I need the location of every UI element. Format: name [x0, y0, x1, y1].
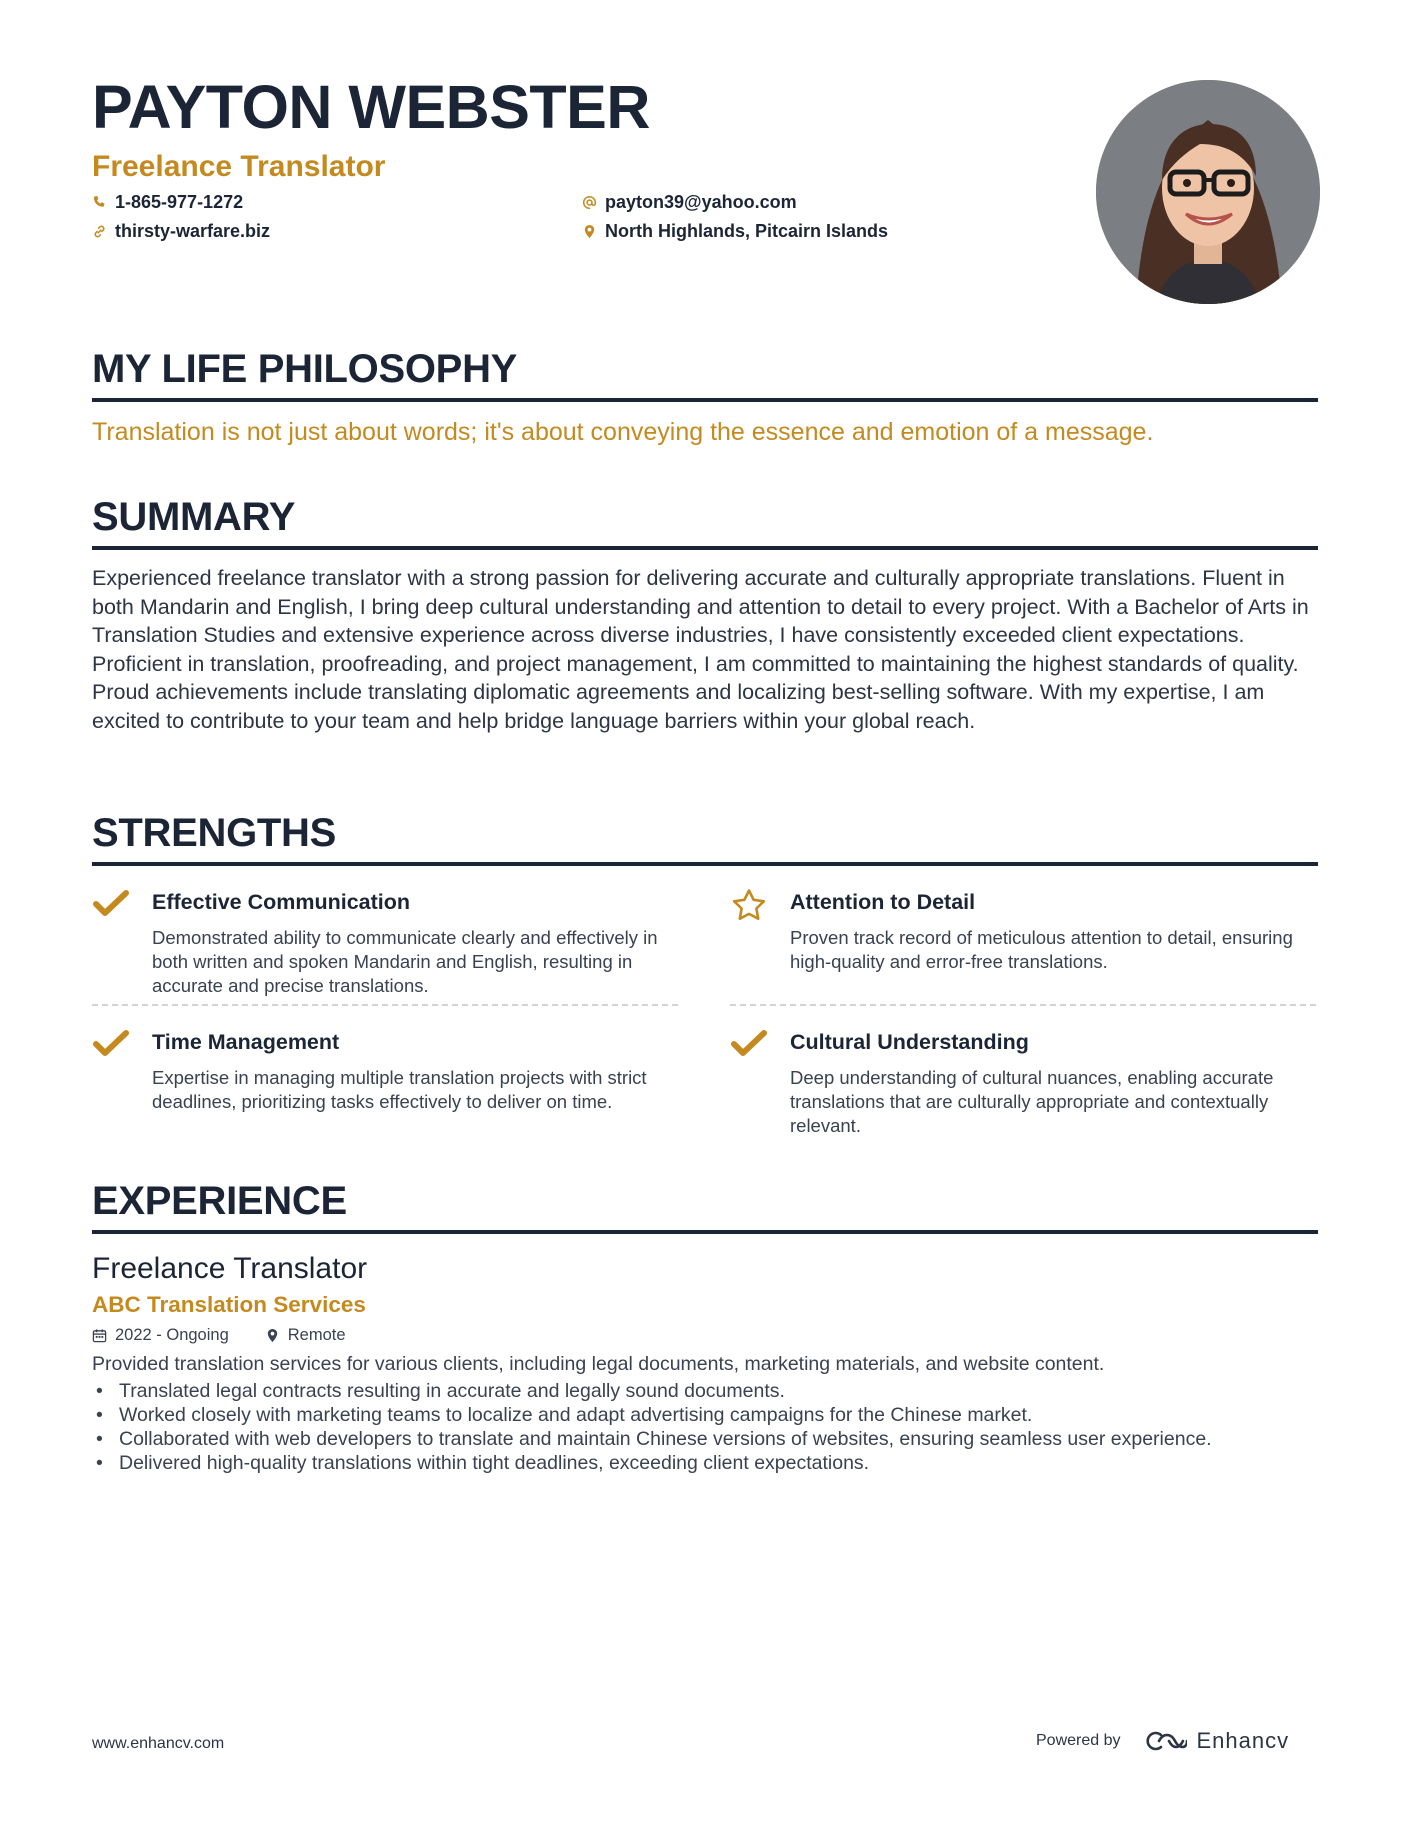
- brand-name: Enhancv: [1196, 1728, 1290, 1753]
- philosophy-heading: MY LIFE PHILOSOPHY: [92, 346, 1318, 402]
- company-name: ABC Translation Services: [92, 1292, 366, 1317]
- footer-branding: [1036, 1728, 1289, 1754]
- resume-page: [92, 0, 1318, 1826]
- job-description: Provided translation services for various clients, including legal documents, marketing materials, and website content.: [92, 1353, 1105, 1375]
- phone-icon: [92, 195, 107, 210]
- phone-text: 1-865-977-1272: [115, 192, 244, 212]
- strength-divider: [92, 1004, 678, 1006]
- candidate-title: Freelance Translator: [92, 150, 386, 183]
- list-item: • Collaborated with web developers to translate and maintain Chinese versions of websites, ensuring seamless user experience.: [92, 1427, 1318, 1451]
- candidate-name: PAYTON WEBSTER: [92, 73, 650, 141]
- contact-phone[interactable]: [92, 192, 243, 213]
- avatar: [1096, 80, 1320, 304]
- strength-divider: [730, 1004, 1316, 1006]
- star-icon: [730, 888, 768, 920]
- map-pin-icon: [582, 224, 597, 239]
- profile-photo: [1096, 80, 1320, 304]
- contact-website[interactable]: [92, 221, 270, 242]
- summary-section: [92, 494, 1318, 736]
- job-bullets: [92, 1379, 1318, 1475]
- strength-desc: Proven track record of meticulous attention to detail, ensuring high-quality and error-free translations.: [790, 927, 1293, 972]
- calendar-icon: [92, 1328, 107, 1343]
- strengths-grid: [92, 884, 1318, 1184]
- brand-logo[interactable]: [1143, 1728, 1290, 1754]
- strength-desc: Expertise in managing multiple translation projects with strict deadlines, prioritizing tasks effectively to deliver on time.: [152, 1067, 647, 1112]
- strengths-heading: STRENGTHS: [92, 810, 1318, 866]
- strength-desc: Demonstrated ability to communicate clearly and effectively in both written and spoken Mandarin and English, resulting in accurate and precise translations.: [152, 927, 658, 996]
- map-pin-icon: [265, 1328, 280, 1343]
- job-meta: [92, 1326, 1318, 1345]
- list-item: • Translated legal contracts resulting in accurate and legally sound documents.: [92, 1379, 1318, 1403]
- philosophy-section: [92, 346, 1318, 449]
- footer-site-link[interactable]: www.enhancv.com: [92, 1735, 225, 1752]
- job-title: Freelance Translator: [92, 1252, 368, 1285]
- strength-desc: Deep understanding of cultural nuances, enabling accurate translations that are culturally appropriate and contextually relevant.: [790, 1067, 1274, 1136]
- philosophy-text: Translation is not just about words; it's about conveying the essence and emotion of a message.: [92, 418, 1154, 446]
- experience-heading: EXPERIENCE: [92, 1178, 1318, 1234]
- strength-title: Time Management: [152, 1030, 340, 1054]
- email-text: payton39@yahoo.com: [605, 192, 797, 212]
- enhancv-logo-icon: [1143, 1729, 1187, 1753]
- list-item: • Worked closely with marketing teams to localize and adapt advertising campaigns for the Chinese market.: [92, 1403, 1318, 1427]
- summary-text: Experienced freelance translator with a strong passion for delivering accurate and culturally appropriate translations. Fluent in both Mandarin and English, I bring deep cultural understanding and attention to detail to every project. With a Bachelor of Arts in Translation Studies and extensive experience across diverse industries, I have consistently exceeded client expectations. Proficient in translation, proofreading, and project management, I am committed to maintaining the highest standards of quality. Proud achievements include translating diplomatic agreements and localizing best-selling software. With my expertise, I am excited to contribute to your team and help bridge language barriers within your global reach.: [92, 566, 1309, 733]
- job-dates: 2022 - Ongoing: [115, 1326, 229, 1344]
- list-item: • Delivered high-quality translations within tight deadlines, exceeding client expectations.: [92, 1451, 1318, 1475]
- job-location: Remote: [287, 1326, 346, 1344]
- location-text: North Highlands, Pitcairn Islands: [605, 221, 889, 241]
- contact-location: [582, 221, 888, 242]
- powered-by-text: Powered by: [1036, 1732, 1121, 1749]
- check-icon: [92, 888, 130, 920]
- website-text: thirsty-warfare.biz: [115, 221, 271, 241]
- check-icon: [92, 1028, 130, 1060]
- experience-section: [92, 1178, 1318, 1475]
- summary-heading: SUMMARY: [92, 494, 1318, 550]
- strengths-section: [92, 810, 1318, 1184]
- strength-title: Attention to Detail: [790, 890, 976, 914]
- experience-entry: [92, 1252, 1318, 1475]
- check-icon: [730, 1028, 768, 1060]
- contact-email[interactable]: [582, 192, 797, 213]
- link-icon: [92, 224, 107, 239]
- strength-title: Cultural Understanding: [790, 1030, 1029, 1054]
- at-icon: [582, 195, 597, 210]
- strength-title: Effective Communication: [152, 890, 411, 914]
